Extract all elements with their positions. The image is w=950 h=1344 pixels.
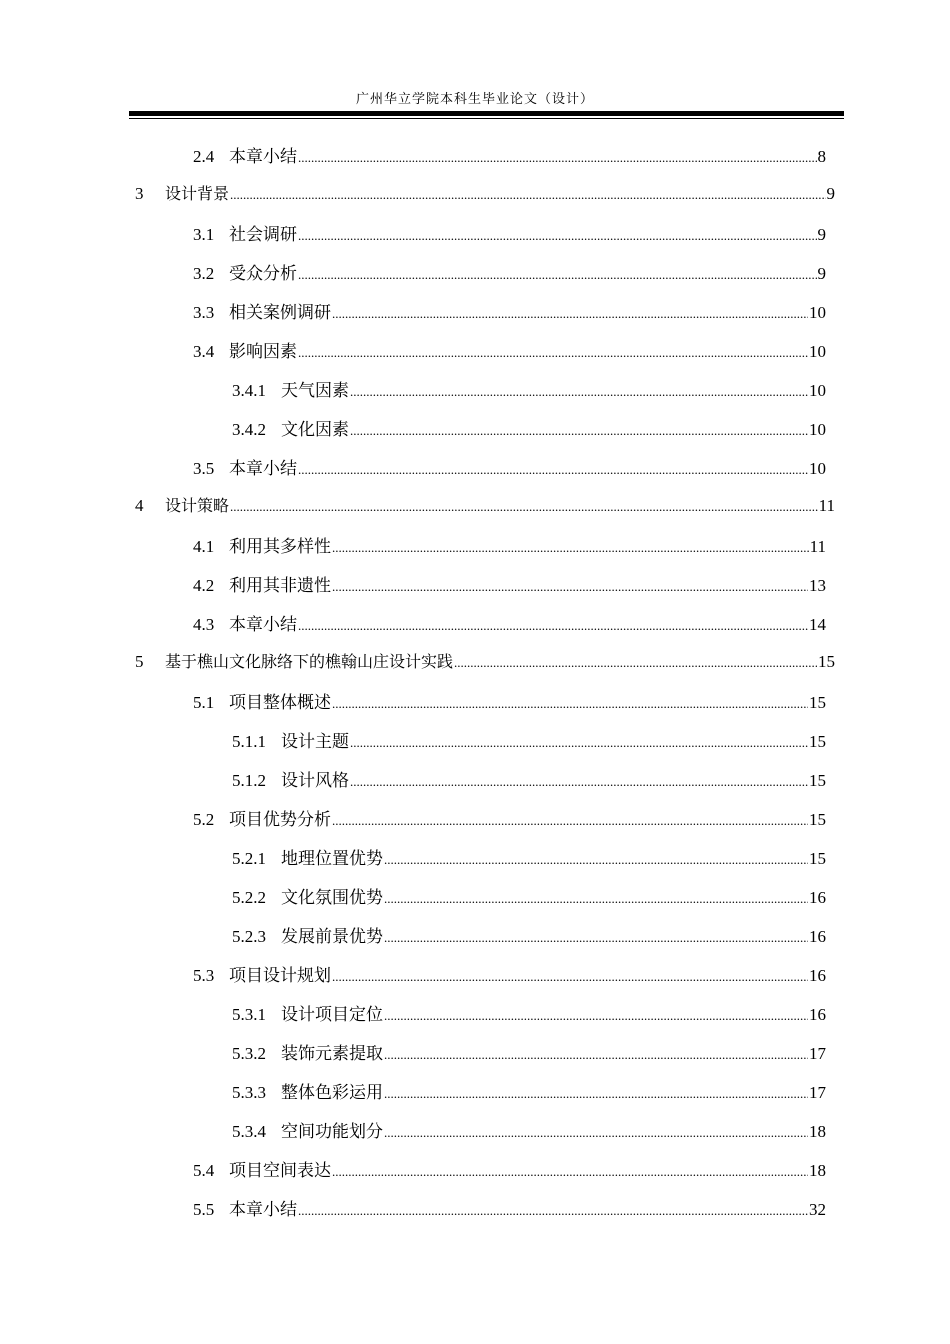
toc-entry-page: 32 (809, 1200, 826, 1219)
toc-entry-number: 3.4 (193, 342, 215, 361)
toc-entry[interactable] (135, 181, 835, 205)
toc-dot-leader (384, 888, 808, 907)
toc-entry-number: 4.3 (193, 615, 215, 634)
toc-dot-leader (384, 1083, 808, 1102)
toc-entry-title: 项目空间表达 (229, 1161, 331, 1180)
toc-dot-leader (332, 693, 808, 712)
toc-dot-leader (350, 420, 808, 439)
toc-entry-number: 3.4.1 (232, 381, 266, 400)
toc-entry-number: 4 (135, 496, 144, 515)
toc-entry-number: 3.5 (193, 459, 215, 478)
toc-entry-title: 地理位置优势 (281, 849, 383, 868)
toc-entry[interactable] (232, 376, 826, 400)
toc-entry-title: 项目整体概述 (229, 693, 331, 712)
toc-entry-number: 5.5 (193, 1200, 215, 1219)
toc-entry-page: 16 (809, 1005, 826, 1024)
toc-entry-number: 3.2 (193, 264, 215, 283)
toc-entry[interactable] (232, 766, 826, 790)
toc-dot-leader (384, 849, 808, 868)
toc-dot-leader (332, 1161, 808, 1180)
toc-dot-leader (332, 303, 808, 322)
toc-entry-page: 9 (817, 225, 826, 244)
toc-entry[interactable] (232, 844, 826, 868)
toc-entry-page: 17 (809, 1044, 826, 1063)
toc-entry-number: 5.2.3 (232, 927, 266, 946)
toc-entry[interactable] (193, 961, 826, 985)
toc-entry[interactable] (232, 415, 826, 439)
toc-entry[interactable] (193, 337, 826, 361)
toc-entry-page: 15 (809, 732, 826, 751)
toc-entry-title: 项目设计规划 (229, 966, 331, 985)
toc-entry-number: 5.3.4 (232, 1122, 266, 1141)
toc-entry-title: 相关案例调研 (229, 303, 331, 322)
toc-entry-page: 15 (809, 771, 826, 790)
toc-dot-leader (384, 1044, 808, 1063)
toc-entry-title: 设计背景 (165, 184, 230, 203)
toc-entry-page: 10 (809, 342, 826, 361)
toc-dot-leader (230, 496, 818, 516)
toc-entry-title: 受众分析 (229, 264, 297, 283)
toc-dot-leader (384, 1005, 808, 1024)
toc-entry-title: 利用其非遗性 (229, 576, 331, 595)
toc-entry[interactable] (232, 1039, 826, 1063)
toc-entry-title: 天气因素 (281, 381, 349, 400)
toc-dot-leader (298, 147, 817, 166)
toc-entry-title: 影响因素 (229, 342, 297, 361)
toc-entry-title: 本章小结 (229, 615, 297, 634)
toc-entry[interactable] (232, 727, 826, 751)
toc-entry-page: 15 (809, 849, 826, 868)
toc-entry[interactable] (193, 220, 826, 244)
toc-entry[interactable] (193, 142, 826, 166)
toc-entry-number: 3 (135, 184, 144, 203)
toc-entry[interactable] (232, 922, 826, 946)
toc-dot-leader (298, 264, 817, 283)
toc-entry-title: 社会调研 (229, 225, 297, 244)
toc-entry[interactable] (135, 649, 835, 673)
toc-entry[interactable] (193, 454, 826, 478)
toc-entry-number: 3.4.2 (232, 420, 266, 439)
toc-entry-number: 5.2.2 (232, 888, 266, 907)
toc-entry-title: 整体色彩运用 (281, 1083, 383, 1102)
toc-entry[interactable] (193, 805, 826, 829)
toc-entry-title: 本章小结 (229, 459, 297, 478)
toc-dot-leader (298, 342, 808, 361)
toc-entry-page: 16 (809, 927, 826, 946)
toc-dot-leader (350, 381, 808, 400)
toc-entry-number: 3.1 (193, 225, 215, 244)
toc-entry-page: 9 (826, 184, 835, 203)
toc-dot-leader (298, 459, 808, 478)
toc-entry-number: 4.2 (193, 576, 215, 595)
page-header-title: 广州华立学院本科生毕业论文（设计） (355, 91, 594, 106)
toc-entry-title: 本章小结 (229, 1200, 297, 1219)
toc-entry-title: 文化氛围优势 (281, 888, 383, 907)
toc-entry-page: 10 (809, 420, 826, 439)
toc-dot-leader (350, 771, 808, 790)
toc-dot-leader (230, 184, 825, 204)
toc-entry[interactable] (193, 1156, 826, 1180)
toc-entry-title: 发展前景优势 (281, 927, 383, 946)
header-rule-thin (129, 118, 844, 119)
toc-dot-leader (298, 615, 808, 634)
toc-entry-title: 设计风格 (281, 771, 349, 790)
toc-entry[interactable] (193, 259, 826, 283)
toc-entry-title: 利用其多样性 (229, 537, 331, 556)
toc-entry[interactable] (193, 688, 826, 712)
toc-entry-page: 16 (809, 966, 826, 985)
toc-entry-title: 空间功能划分 (281, 1122, 383, 1141)
toc-entry-page: 10 (809, 459, 826, 478)
toc-entry[interactable] (135, 493, 835, 517)
toc-entry[interactable] (193, 571, 826, 595)
toc-entry[interactable] (193, 610, 826, 634)
toc-entry-number: 2.4 (193, 147, 215, 166)
toc-entry-number: 5.3.2 (232, 1044, 266, 1063)
toc-entry-title: 文化因素 (281, 420, 349, 439)
toc-entry-page: 14 (809, 615, 826, 634)
toc-entry[interactable] (232, 1000, 826, 1024)
toc-entry-page: 15 (809, 810, 826, 829)
toc-entry-title: 本章小结 (229, 147, 297, 166)
toc-entry-title: 设计主题 (281, 732, 349, 751)
toc-dot-leader (298, 1200, 808, 1219)
toc-entry-number: 5.1 (193, 693, 215, 712)
toc-entry-title: 装饰元素提取 (281, 1044, 383, 1063)
toc-entry-page: 16 (809, 888, 826, 907)
toc-entry-page: 10 (809, 303, 826, 322)
toc-dot-leader (332, 810, 808, 829)
toc-dot-leader (332, 537, 809, 556)
toc-entry-number: 5.3.3 (232, 1083, 266, 1102)
toc-entry-page: 11 (809, 537, 826, 556)
toc-dot-leader (350, 732, 808, 751)
toc-entry-page: 18 (809, 1122, 826, 1141)
toc-entry-number: 5.4 (193, 1161, 215, 1180)
toc-entry-page: 11 (818, 496, 835, 515)
toc-entry-number: 5.3.1 (232, 1005, 266, 1024)
toc-entry-number: 5.2 (193, 810, 215, 829)
toc-entry[interactable] (232, 1117, 826, 1141)
header-rule-thick (129, 111, 844, 116)
toc-entry-page: 13 (809, 576, 826, 595)
toc-entry[interactable] (193, 532, 826, 556)
toc-entry-number: 3.3 (193, 303, 215, 322)
toc-entry[interactable] (193, 298, 826, 322)
toc-entry-number: 5.1.2 (232, 771, 266, 790)
toc-entry-number: 5.1.1 (232, 732, 266, 751)
toc-entry-page: 18 (809, 1161, 826, 1180)
toc-dot-leader (454, 652, 817, 672)
toc-dot-leader (332, 966, 808, 985)
toc-entry-page: 10 (809, 381, 826, 400)
toc-dot-leader (384, 927, 808, 946)
toc-entry-number: 5.2.1 (232, 849, 266, 868)
toc-entry-page: 9 (817, 264, 826, 283)
toc-entry-number: 5.3 (193, 966, 215, 985)
toc-entry[interactable] (232, 883, 826, 907)
toc-entry-number: 5 (135, 652, 144, 671)
toc-dot-leader (332, 576, 808, 595)
toc-entry-page: 8 (817, 147, 826, 166)
toc-entry-number: 4.1 (193, 537, 215, 556)
toc-entry-page: 15 (818, 652, 835, 671)
toc-entry-title: 设计项目定位 (281, 1005, 383, 1024)
toc-entry-title: 设计策略 (165, 496, 230, 515)
toc-entry-title: 项目优势分析 (229, 810, 331, 829)
toc-entry[interactable] (232, 1078, 826, 1102)
toc-dot-leader (298, 225, 817, 244)
toc-entry[interactable] (193, 1195, 826, 1219)
toc-entry-page: 15 (809, 693, 826, 712)
toc-dot-leader (384, 1122, 808, 1141)
toc-entry-title: 基于樵山文化脉络下的樵翰山庄设计实践 (165, 652, 454, 671)
toc-entry-page: 17 (809, 1083, 826, 1102)
